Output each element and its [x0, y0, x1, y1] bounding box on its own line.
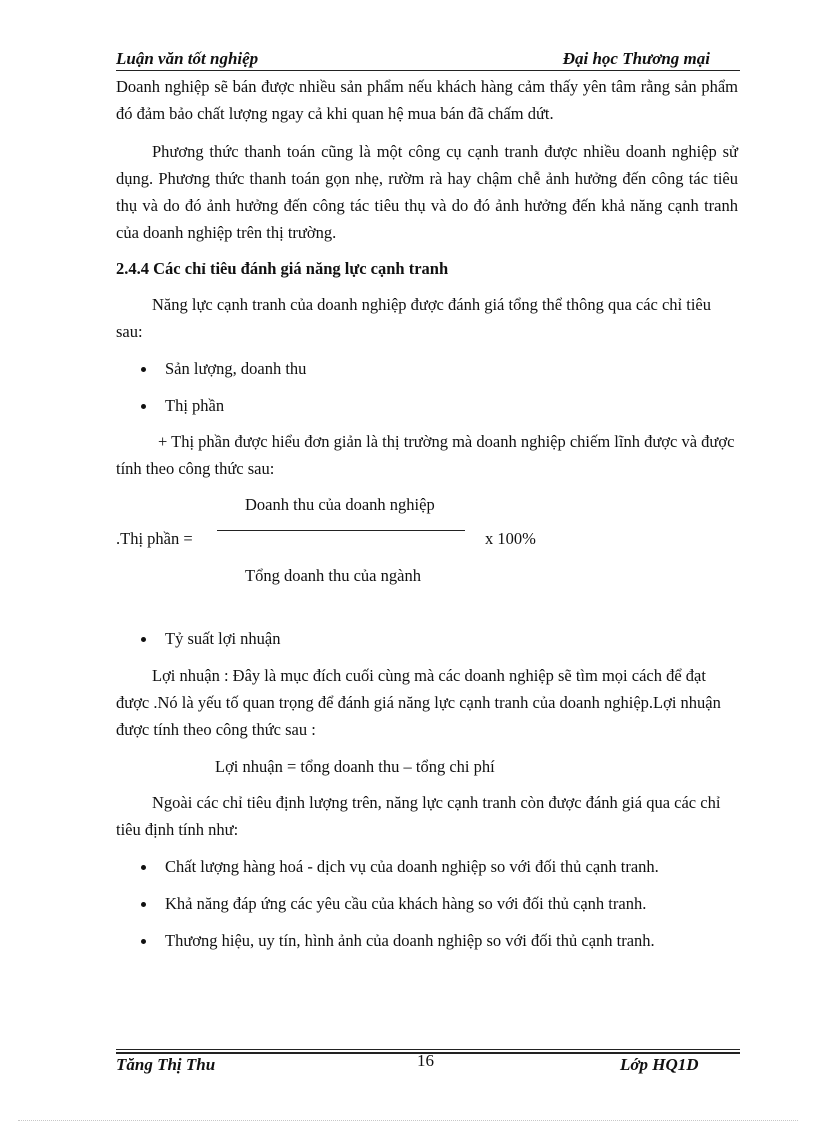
footer-class: Lớp HQ1D — [620, 1055, 699, 1074]
list-item: Sản lượng, doanh thu — [116, 355, 738, 382]
formula-denominator: Tổng doanh thu của ngành — [245, 566, 421, 585]
formula-multiplier: x 100% — [485, 529, 536, 548]
header-rule — [116, 70, 740, 71]
list-item: Thị phần — [116, 392, 738, 419]
bullet-list — [116, 625, 738, 652]
footer-rule — [116, 1049, 740, 1050]
page-number: 16 — [417, 1051, 434, 1070]
paragraph: Lợi nhuận : Đây là mục đích cuối cùng mà các doanh nghiệp sẽ tìm mọi cách để đạt được .Nó là yếu tố quan trọng để đánh giá năng lực cạnh tranh của doanh nghiệp.Lợi nhuận được tính theo công thức sau : — [116, 666, 721, 739]
list-item: Khả năng đáp ứng các yêu cầu của khách hàng so với đối thủ cạnh tranh. — [116, 890, 738, 917]
list-item: Chất lượng hàng hoá - dịch vụ của doanh nghiệp so với đối thủ cạnh tranh. — [116, 853, 738, 880]
formula-lhs: .Thị phần = — [116, 529, 193, 548]
list-item: Tỷ suất lợi nhuận — [116, 625, 738, 652]
section-heading: 2.4.4 Các chỉ tiêu đánh giá năng lực cạnh tranh — [116, 259, 449, 278]
bullet-list — [116, 355, 738, 419]
page-edge-divider — [18, 1120, 798, 1121]
paragraph: Phương thức thanh toán cũng là một công cụ cạnh tranh được nhiều doanh nghiệp sử dụng. Phương thức thanh toán gọn nhẹ, rườm rà hay chậm chễ ảnh hưởng đến công tác tiêu thụ và do đó ảnh hưởng đến công tác tiêu thụ và do đó ảnh hưởng đến khả năng cạnh tranh của doanh nghiệp trên thị trường. — [116, 142, 738, 242]
profit-formula: Lợi nhuận = tổng doanh thu – tổng chi phí — [215, 757, 495, 776]
footer-author: Tăng Thị Thu — [116, 1055, 216, 1074]
header-thesis-title: Luận văn tốt nghiệp — [116, 49, 259, 68]
market-share-formula — [116, 487, 738, 625]
fraction-bar — [217, 530, 465, 531]
paragraph: + Thị phần được hiểu đơn giản là thị trường mà doanh nghiệp chiếm lĩnh được và được tính theo công thức sau: — [116, 432, 735, 478]
formula-numerator: Doanh thu của doanh nghiệp — [245, 495, 435, 514]
paragraph: Doanh nghiệp sẽ bán được nhiều sản phẩm nếu khách hàng cảm thấy yên tâm rằng sản phẩm đó đảm bảo chất lượng ngay cả khi quan hệ mua bán đã chấm dứt. — [116, 77, 738, 123]
header-university: Đại học Thương mại — [562, 49, 710, 68]
bullet-list — [116, 853, 738, 954]
list-item: Thương hiệu, uy tín, hình ảnh của doanh nghiệp so với đối thủ cạnh tranh. — [116, 927, 738, 954]
paragraph: Ngoài các chỉ tiêu định lượng trên, năng lực cạnh tranh còn được đánh giá qua các chỉ tiêu định tính như: — [116, 793, 721, 839]
page-header — [116, 49, 740, 69]
document-body — [116, 73, 738, 954]
paragraph: Năng lực cạnh tranh của doanh nghiệp được đánh giá tổng thể thông qua các chỉ tiêu sau: — [116, 295, 712, 341]
